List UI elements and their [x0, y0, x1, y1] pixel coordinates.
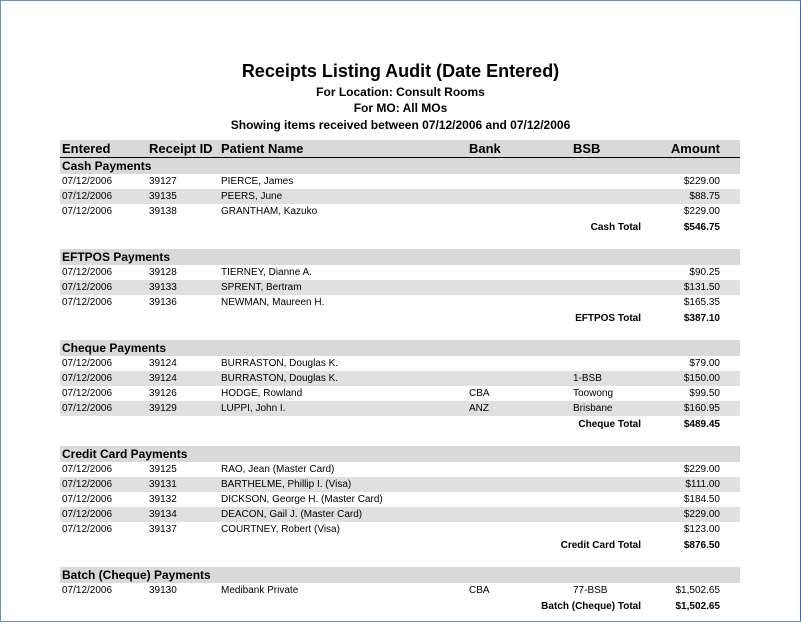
- section-title: Cash Payments: [60, 158, 740, 174]
- cell-amount: $99.50: [689, 388, 720, 399]
- cell-receipt-id: 39131: [149, 479, 177, 490]
- cell-amount: $184.50: [683, 494, 720, 505]
- column-header-bank: Bank: [469, 141, 501, 156]
- table-row: [60, 386, 740, 401]
- cell-amount: $229.00: [683, 464, 720, 475]
- section-total-amount: $876.50: [683, 540, 720, 551]
- cell-patient-name: GRANTHAM, Kazuko: [221, 206, 318, 217]
- cell-date: 07/12/2006: [62, 509, 113, 520]
- table-row: [60, 492, 740, 507]
- cell-date: 07/12/2006: [62, 403, 113, 414]
- cell-patient-name: HODGE, Rowland: [221, 388, 303, 399]
- cell-bsb: 1-BSB: [573, 373, 602, 384]
- cell-amount: $229.00: [683, 176, 720, 187]
- section-total-amount: $546.75: [683, 222, 720, 233]
- section-title: EFTPOS Payments: [60, 249, 740, 265]
- cell-amount: $79.00: [689, 358, 720, 369]
- report-location: For Location: Consult Rooms: [316, 85, 485, 99]
- table-row: [60, 204, 740, 219]
- cell-patient-name: BURRASTON, Douglas K.: [221, 373, 339, 384]
- cell-date: 07/12/2006: [62, 388, 113, 399]
- cell-patient-name: BURRASTON, Douglas K.: [221, 358, 339, 369]
- section-total-label: Credit Card Total: [560, 540, 641, 551]
- cell-patient-name: Medibank Private: [221, 585, 299, 596]
- cell-date: 07/12/2006: [62, 494, 113, 505]
- section-total-row: [60, 598, 740, 615]
- cell-amount: $88.75: [689, 191, 720, 202]
- payment-sections: [60, 158, 740, 615]
- cell-patient-name: PIERCE, James: [221, 176, 294, 187]
- cell-date: 07/12/2006: [62, 206, 113, 217]
- table-row: [60, 507, 740, 522]
- cell-amount: $1,502.65: [675, 585, 720, 596]
- cell-patient-name: LUPPI, John I.: [221, 403, 286, 414]
- cell-amount: $90.25: [689, 267, 720, 278]
- table-row: [60, 295, 740, 310]
- section-total-label: Cheque Total: [578, 419, 641, 430]
- table-row: [60, 401, 740, 416]
- cell-receipt-id: 39124: [149, 373, 177, 384]
- payment-section: [60, 446, 740, 554]
- cell-bank: CBA: [469, 585, 490, 596]
- table-row: [60, 356, 740, 371]
- cell-patient-name: TIERNEY, Dianne A.: [221, 267, 312, 278]
- cell-patient-name: PEERS, June: [221, 191, 283, 202]
- section-total-label: Cash Total: [590, 222, 641, 233]
- cell-date: 07/12/2006: [62, 524, 113, 535]
- table-row: [60, 522, 740, 537]
- table-row: [60, 477, 740, 492]
- table-row: [60, 280, 740, 295]
- cell-date: 07/12/2006: [62, 176, 113, 187]
- column-header-entered: Entered: [62, 141, 111, 156]
- table-row: [60, 189, 740, 204]
- cell-receipt-id: 39132: [149, 494, 177, 505]
- cell-patient-name: COURTNEY, Robert (Visa): [221, 524, 340, 535]
- cell-bsb: Brisbane: [573, 403, 613, 414]
- column-header-amount: Amount: [670, 141, 720, 156]
- cell-receipt-id: 39138: [149, 206, 177, 217]
- cell-amount: $111.00: [685, 479, 720, 490]
- section-total-label: EFTPOS Total: [575, 313, 641, 324]
- cell-patient-name: NEWMAN, Maureen H.: [221, 297, 325, 308]
- section-total-amount: $1,502.65: [675, 601, 720, 612]
- cell-patient-name: BARTHELME, Phillip I. (Visa): [221, 479, 352, 490]
- cell-receipt-id: 39133: [149, 282, 177, 293]
- cell-date: 07/12/2006: [62, 358, 113, 369]
- column-header-bsb: BSB: [573, 141, 601, 156]
- section-total-amount: $489.45: [683, 419, 720, 430]
- cell-date: 07/12/2006: [62, 191, 113, 202]
- cell-date: 07/12/2006: [62, 267, 113, 278]
- table-row: [60, 174, 740, 189]
- cell-receipt-id: 39134: [149, 509, 177, 520]
- cell-receipt-id: 39137: [149, 524, 177, 535]
- report-title: Receipts Listing Audit (Date Entered): [241, 61, 560, 81]
- cell-date: 07/12/2006: [62, 585, 113, 596]
- cell-amount: $165.35: [683, 297, 720, 308]
- table-row: [60, 583, 740, 598]
- section-total-amount: $387.10: [683, 313, 720, 324]
- payment-section: [60, 158, 740, 236]
- report-date-range: Showing items received between 07/12/2006 and 07/12/2006: [230, 118, 571, 132]
- column-header-patient-name: Patient Name: [221, 141, 304, 156]
- column-header-receipt-id: Receipt ID: [149, 141, 213, 156]
- cell-amount: $123.00: [683, 524, 720, 535]
- section-total-row: [60, 416, 740, 433]
- cell-receipt-id: 39135: [149, 191, 177, 202]
- cell-bsb: Toowong: [573, 388, 614, 399]
- cell-receipt-id: 39126: [149, 388, 177, 399]
- column-header-row: [60, 140, 740, 158]
- cell-receipt-id: 39125: [149, 464, 177, 475]
- cell-patient-name: RAO, Jean (Master Card): [221, 464, 335, 475]
- cell-amount: $229.00: [683, 206, 720, 217]
- cell-date: 07/12/2006: [62, 464, 113, 475]
- section-total-row: [60, 537, 740, 554]
- section-title: Credit Card Payments: [60, 446, 740, 462]
- section-total-label: Batch (Cheque) Total: [541, 601, 641, 612]
- cell-receipt-id: 39128: [149, 267, 177, 278]
- cell-date: 07/12/2006: [62, 282, 113, 293]
- cell-bank: ANZ: [469, 403, 489, 414]
- cell-receipt-id: 39130: [149, 585, 177, 596]
- cell-date: 07/12/2006: [62, 373, 113, 384]
- cell-patient-name: DEACON, Gail J. (Master Card): [221, 509, 363, 520]
- section-title: Cheque Payments: [60, 340, 740, 356]
- table-row: [60, 265, 740, 280]
- cell-bsb: 77-BSB: [573, 585, 608, 596]
- cell-receipt-id: 39129: [149, 403, 177, 414]
- cell-patient-name: SPRENT, Bertram: [221, 282, 302, 293]
- report-mo: For MO: All MOs: [353, 101, 448, 115]
- cell-receipt-id: 39124: [149, 358, 177, 369]
- section-total-row: [60, 219, 740, 236]
- table-row: [60, 462, 740, 477]
- cell-date: 07/12/2006: [62, 479, 113, 490]
- cell-bank: CBA: [469, 388, 490, 399]
- cell-amount: $229.00: [683, 509, 720, 520]
- cell-date: 07/12/2006: [62, 297, 113, 308]
- section-title: Batch (Cheque) Payments: [60, 567, 740, 583]
- cell-amount: $160.95: [683, 403, 720, 414]
- cell-amount: $150.00: [683, 373, 720, 384]
- cell-patient-name: DICKSON, George H. (Master Card): [221, 494, 383, 505]
- cell-amount: $131.50: [683, 282, 720, 293]
- payment-section: [60, 249, 740, 327]
- section-total-row: [60, 310, 740, 327]
- payment-section: [60, 567, 740, 615]
- cell-receipt-id: 39127: [149, 176, 177, 187]
- cell-receipt-id: 39136: [149, 297, 177, 308]
- receipts-table: [60, 140, 740, 628]
- payment-section: [60, 340, 740, 433]
- table-row: [60, 371, 740, 386]
